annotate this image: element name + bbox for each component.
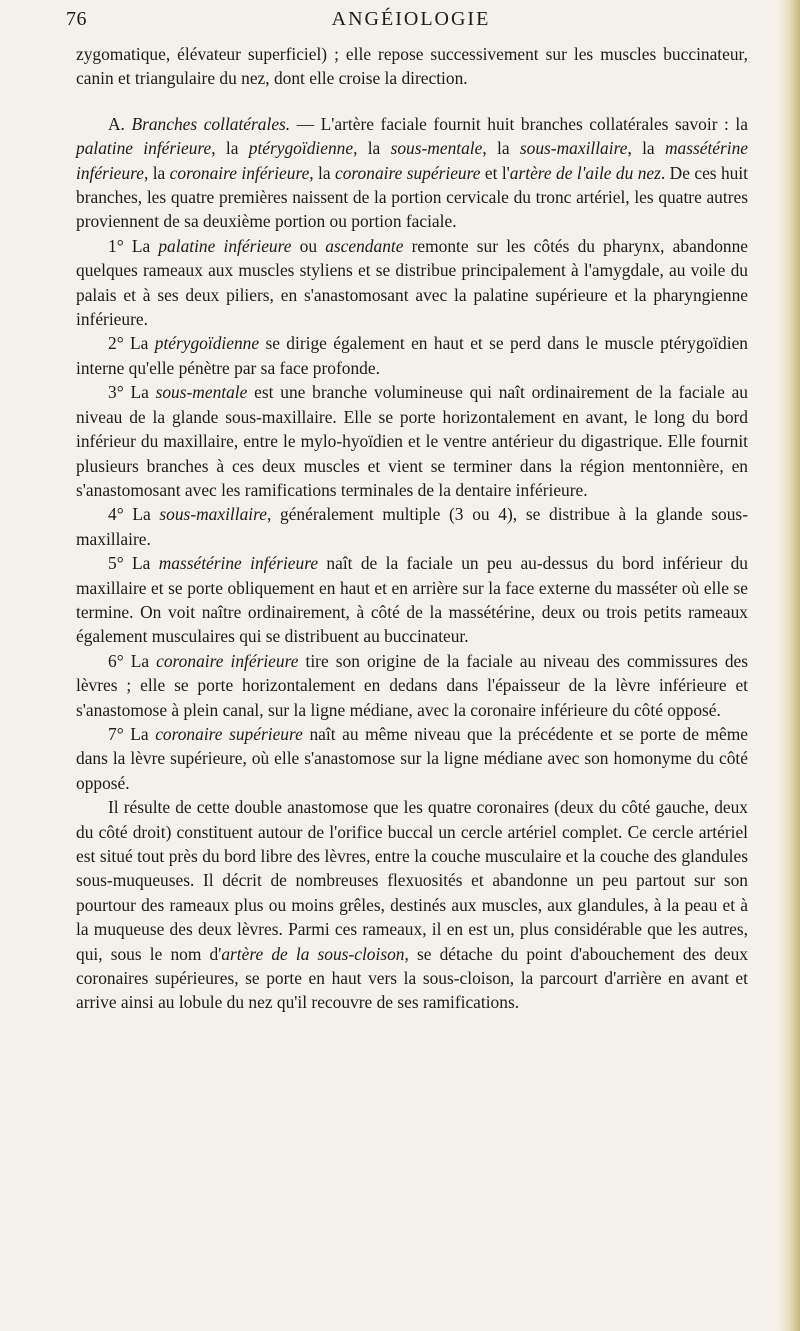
paragraph-pterygoidienne: 2° La ptérygoïdienne se dirige également en haut et se perd dans le muscle ptérygoïdien interne qu'elle pénètre par sa face profonde.: [76, 333, 748, 378]
paragraph-collateral-branches: A. Branches collatérales. — L'artère faciale fournit huit branches collatérales savoir : la palatine inférieure, la ptérygoïdienne, la sous-mentale, la sous-maxillaire, la massétérine inférieure, la coronaire inférieure, la coronaire supérieure et l'artère de l'aile du nez. De ces huit branches, les quatre premières naissent de la portion cervicale du tronc artériel, les quatre autres proviennent de sa deuxième portion ou portion faciale.: [76, 113, 749, 232]
page-number: 76: [66, 8, 87, 30]
paragraph-coronaire-inferieure: 6° La coronaire inférieure tire son origine de la faciale au niveau des commissures des lèvres ; elle se porte horizontalement en dedans dans l'épaisseur de la lèvre inférieure et s'anastomose à plein canal, sur la ligne médiane, avec la coronaire inférieure du côté opposé.: [76, 650, 749, 720]
paragraph-masseterine: 5° La massétérine inférieure naît de la faciale un peu au-dessus du bord inférieur du maxillaire et se porte obliquement en haut et en arrière sur la face externe du masséter où elle se termine. On voit naître ordinairement, à côté de la massétérine, deux ou trois petits rameaux également musculaires qui se distribuent au buccinateur.: [76, 553, 749, 647]
page-edge-shadow: [778, 0, 800, 1331]
paragraph-palatine: 1° La palatine inférieure ou ascendante remonte sur les côtés du pharynx, abandonne quelques rameaux aux muscles styliens et se distribue principalement à l'amygdale, au voile du palais et à ses deux piliers, en s'anastomosant avec la palatine supérieure et la pharyngienne inférieure.: [76, 235, 748, 330]
section-heading: Branches collatérales.: [131, 113, 291, 134]
page-header: [66, 6, 756, 34]
paragraph-continuation: zygomatique, élévateur superficiel) ; elle repose successivement sur les muscles buccinateur, canin et triangulaire du nez, dont elle croise la direction.: [76, 44, 748, 89]
paragraph-sous-maxillaire: 4° La sous-maxillaire, généralement multiple (3 ou 4), se distribue à la glande sous-maxillaire.: [76, 504, 748, 549]
paragraph-coronaire-superieure: 7° La coronaire supérieure naît au même niveau que la précédente et se porte de même dans la lèvre supérieure, où elle s'anastomose sur la ligne médiane avec son homonyme du côté opposé.: [76, 723, 749, 793]
body-text: [76, 42, 748, 1015]
running-title: ANGÉIOLOGIE: [331, 8, 491, 30]
paragraph-sous-mentale: 3° La sous-mentale est une branche volumineuse qui naît ordinairement de la faciale au niveau de la glande sous-maxillaire. Elle se porte horizontalement en avant, le long du bord inférieur du maxillaire, entre le mylo-hyoïdien et le ventre antérieur du digastrique. Elle fournit plusieurs branches à ces deux muscles et vient se terminer dans la région mentonnière, en s'anastomosant avec les ramifications terminales de la dentaire inférieure.: [76, 382, 749, 500]
paragraph-arterial-circle: Il résulte de cette double anastomose que les quatre coronaires (deux du côté gauche, deux du côté droit) constituent autour de l'orifice buccal un cercle artériel complet. Ce cercle artériel est situé tout près du bord libre des lèvres, entre la couche musculaire et la couche des glandules sous-muqueuses. Il décrit de nombreuses flexuosités et abandonne un peu partout sur son pourtour des rameaux plus ou moins grêles, destinés aux muscles, aux glandules, à la peau et à la muqueuse des deux lèvres. Parmi ces rameaux, il en est un, plus considérable que les autres, qui, sous le nom d'artère de la sous-cloison, se détache du point d'abouchement des deux coronaires supérieures, se porte en haut vers la sous-cloison, la parcourt d'arrière en avant et arrive ainsi au lobule du nez qu'il recouvre de ses ramifications.: [76, 797, 749, 1013]
